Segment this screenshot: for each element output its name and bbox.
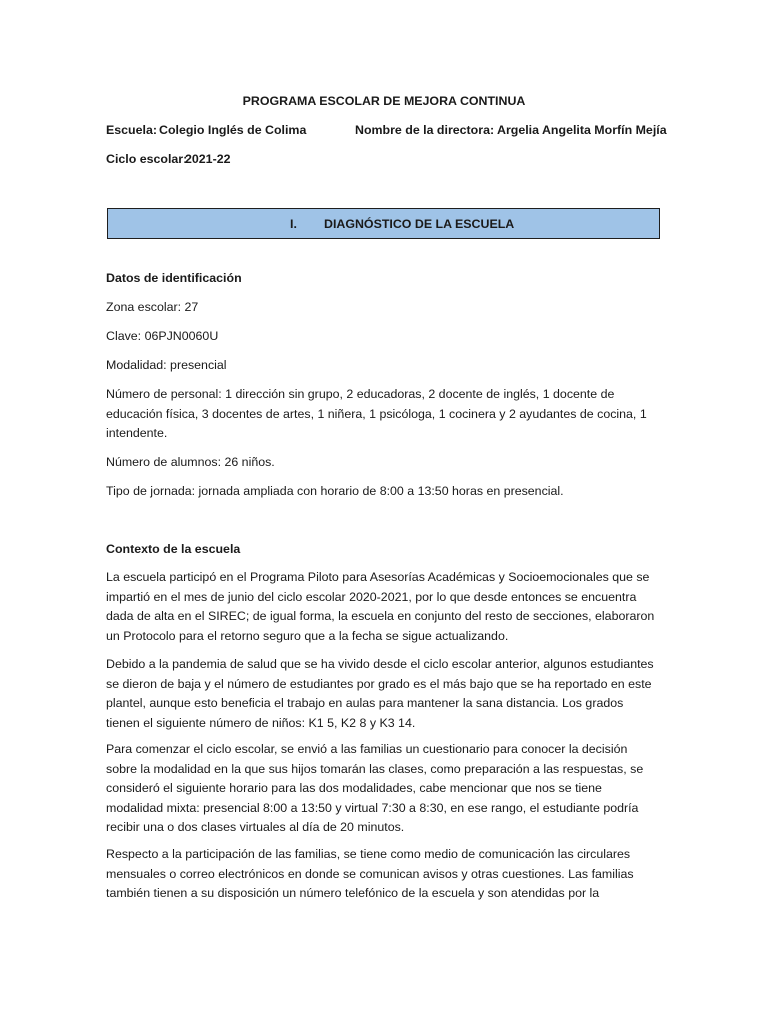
paragraph-line: La escuela participó en el Programa Piloto para Asesorías Académicas y Socioemocionales que se (106, 570, 650, 584)
paragraph-line: un Protocolo para el retorno seguro que a la fecha se sigue actualizando. (106, 628, 509, 643)
paragraph-line: plantel, aunque esto beneficia el trabajo en aulas para mantener la sana distancia. Los grados (106, 696, 624, 711)
paragraph-line: sobre la modalidad en la que sus hijos tomarán las clases, como preparación a las respuestas, se (106, 761, 644, 776)
section-number: I. (290, 217, 297, 231)
cycle-value: 2021-22 (185, 152, 231, 166)
paragraph-line: también tienen a su disposición un número telefónico de la escuela y son atendidas por la (106, 886, 600, 901)
cycle-label: Ciclo escolar: (106, 152, 188, 166)
section-header (107, 208, 660, 239)
context-paragraph-1 (106, 568, 662, 646)
context-heading: Contexto de la escuela (106, 542, 241, 556)
paragraph-line: Respecto a la participación de las familias, se tiene como medio de comunicación las circulares (106, 847, 631, 861)
school-zone: Zona escolar: 27 (106, 300, 199, 314)
staff-line: educación física, 3 docentes de artes, 1 niñera, 1 psicóloga, 1 cocinera y 2 ayudantes de cocina, 1 (106, 406, 647, 421)
students-count: Número de alumnos: 26 niños. (106, 455, 275, 469)
school-label: Escuela: (106, 123, 157, 137)
director-value: Argelia Angelita Morfín Mejía (497, 123, 667, 137)
paragraph-line: recibir una o dos clases virtuales al día de 20 minutos. (106, 820, 405, 835)
section-title: DIAGNÓSTICO DE LA ESCUELA (324, 217, 515, 231)
paragraph-line: Debido a la pandemia de salud que se ha vivido desde el ciclo escolar anterior, algunos estudiantes (106, 657, 654, 671)
staff-line: intendente. (106, 426, 168, 441)
school-modality: Modalidad: presencial (106, 358, 227, 372)
context-paragraph-3 (106, 740, 662, 838)
context-paragraph-2 (106, 655, 662, 733)
paragraph-line: consideró el siguiente horario para las dos modalidades, cabe mencionar que nos se tiene (106, 781, 602, 796)
director-label: Nombre de la directora: (355, 123, 495, 137)
paragraph-line: dada de alta en el SIREC; de igual forma, la escuela en conjunto del resto de secciones, elaboraron (106, 609, 655, 624)
paragraph-line: modalidad mixta: presencial 8:00 a 13:50 y virtual 7:30 a 8:30, en ese rango, el estudiante podría (106, 800, 639, 815)
paragraph-line: impartió en el mes de junio del ciclo escolar 2020-2021, por lo que desde entonces se encuentra (106, 589, 637, 604)
identification-heading: Datos de identificación (106, 271, 242, 285)
paragraph-line: mensuales o correo electrónicos en donde se comunican avisos y otras cuestiones. Las familias (106, 866, 634, 881)
paragraph-line: tienen el siguiente número de niños: K1 5, K2 8 y K3 14. (106, 715, 416, 730)
document-title: PROGRAMA ESCOLAR DE MEJORA CONTINUA (242, 94, 526, 108)
school-key: Clave: 06PJN0060U (106, 329, 219, 343)
paragraph-line: Para comenzar el ciclo escolar, se envió a las familias un cuestionario para conocer la decisión (106, 742, 628, 756)
school-value: Colegio Inglés de Colima (159, 123, 307, 137)
context-paragraph-4 (106, 845, 662, 904)
paragraph-line: se dieron de baja y el número de estudiantes por grado es el más bajo que se ha reportado en este (106, 676, 652, 691)
schedule-type: Tipo de jornada: jornada ampliada con horario de 8:00 a 13:50 horas en presencial. (106, 484, 564, 498)
staff-line: Número de personal: 1 dirección sin grupo, 2 educadoras, 2 docente de inglés, 1 docente de (106, 387, 615, 401)
staff-paragraph (106, 385, 662, 444)
